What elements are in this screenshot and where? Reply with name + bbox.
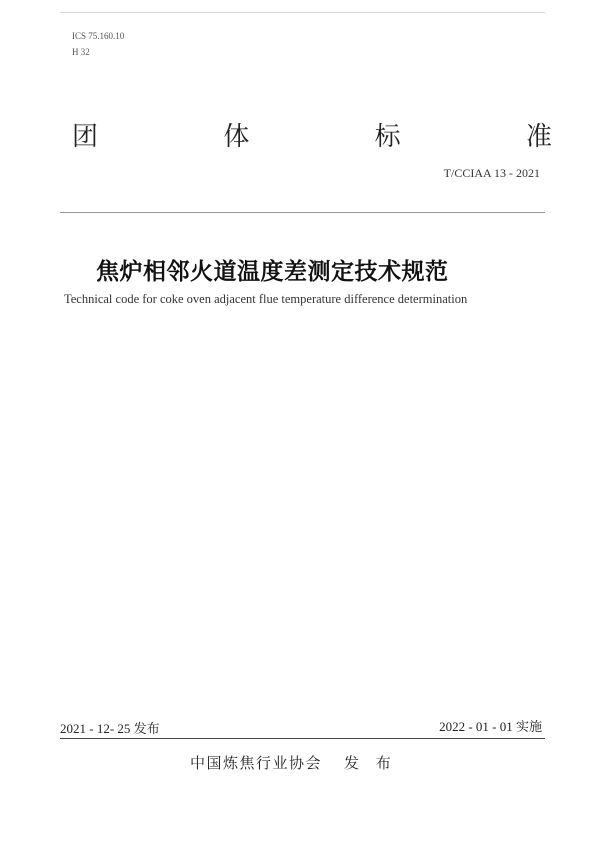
implementation-date: 2022 - 01 - 01 实施 — [439, 719, 542, 734]
header-divider — [60, 212, 545, 213]
document-title-zh: 焦炉相邻火道温度差测定技术规范 — [96, 259, 449, 285]
standard-type-heading — [72, 116, 552, 153]
standard-type-char: 标 — [374, 122, 401, 152]
issuer-line — [190, 752, 397, 773]
publish-date: 2021 - 12- 25 发布 — [60, 721, 160, 736]
standard-type-char: 体 — [223, 122, 250, 152]
top-rule — [60, 12, 545, 13]
issuer-name: 中国炼焦行业协会 — [190, 754, 323, 772]
issuer-action: 发 布 — [344, 754, 397, 772]
standard-type-char: 准 — [525, 122, 552, 152]
document-title-en: Technical code for coke oven adjacent flue temperature difference determination — [64, 292, 468, 306]
standard-number: T/CCIAA 13 - 2021 — [443, 166, 540, 180]
footer-divider — [60, 738, 545, 739]
ccs-code: H 32 — [72, 47, 90, 57]
classification-codes — [72, 28, 124, 60]
ics-code: ICS 75.160.10 — [72, 31, 125, 41]
standard-type-char: 团 — [72, 122, 99, 152]
